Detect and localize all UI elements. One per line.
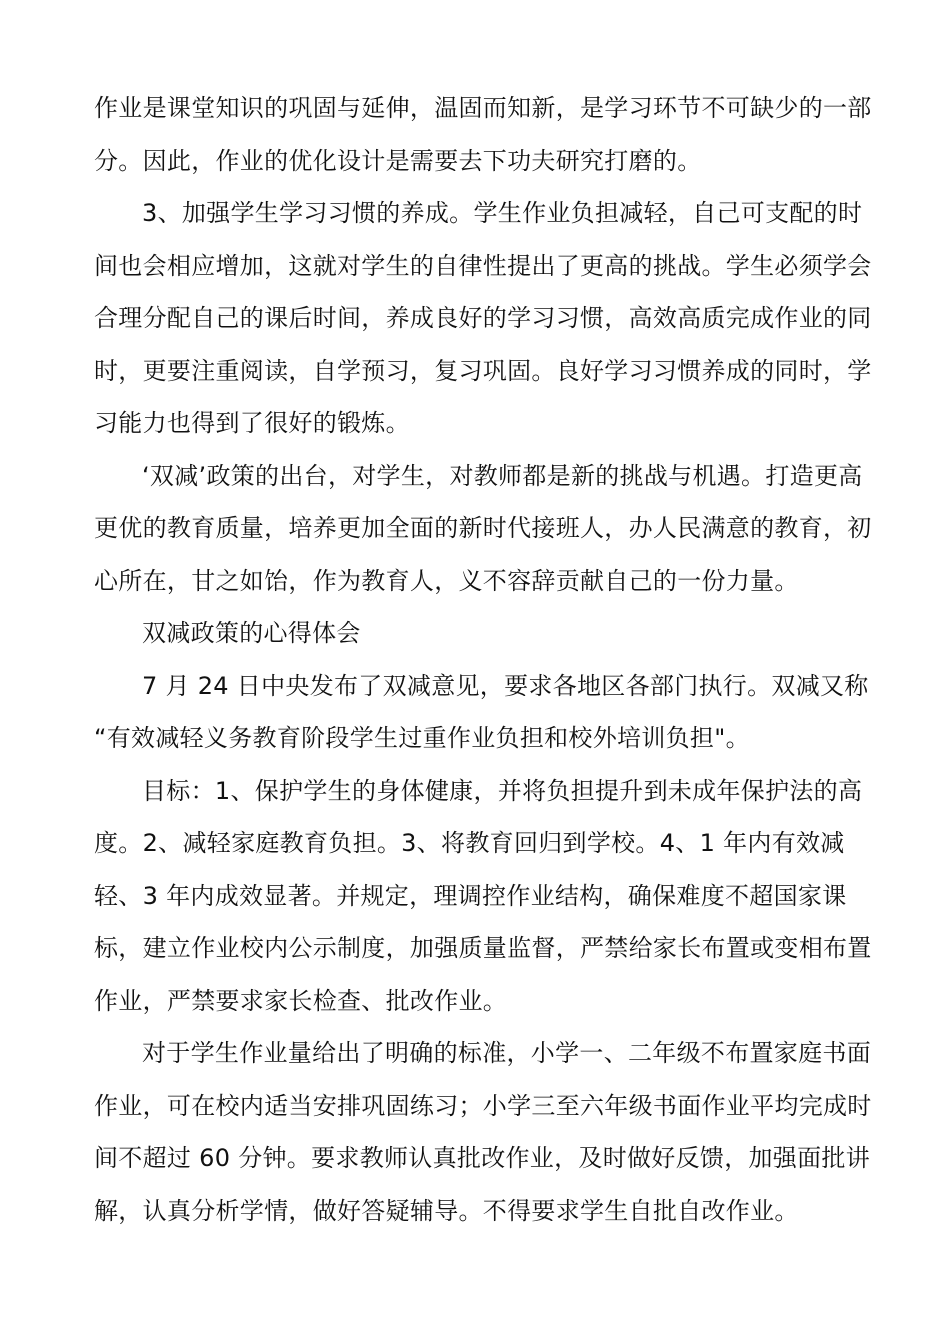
- text-line: 分。因此，作业的优化设计是需要去下功夫研究打磨的。: [94, 147, 702, 175]
- text-line: 间不超过 60 分钟。要求教师认真批改作业，及时做好反馈，加强面批讲: [94, 1144, 870, 1172]
- text-line: 解，认真分析学情，做好答疑辅导。不得要求学生自批自改作业。: [94, 1197, 799, 1225]
- text-line: 合理分配自己的课后时间，养成良好的学习习惯，高效高质完成作业的同: [94, 304, 872, 332]
- text-line: 度。2、减轻家庭教育负担。3、将教育回归到学校。4、1 年内有效减: [94, 829, 845, 857]
- text-line: 轻、3 年内成效显著。并规定，理调控作业结构，确保难度不超国家课: [94, 882, 847, 910]
- section-heading: 双减政策的心得体会: [142, 619, 361, 647]
- paragraph-start: 3、加强学生学习习惯的养成。学生作业负担减轻，自己可支配的时: [142, 199, 863, 227]
- text-line: 更优的教育质量，培养更加全面的新时代接班人，办人民满意的教育，初: [94, 514, 872, 542]
- paragraph-start: 目标：1、保护学生的身体健康，并将负担提升到未成年保护法的高: [142, 777, 863, 805]
- text-line: “有效减轻义务教育阶段学生过重作业负担和校外培训负担"。: [94, 724, 750, 752]
- text-line: 作业是课堂知识的巩固与延伸，温固而知新，是学习环节不可缺少的一部: [94, 94, 872, 122]
- text-line: 时，更要注重阅读，自学预习，复习巩固。良好学习习惯养成的同时，学: [94, 357, 872, 385]
- paragraph-start: ‘双减’政策的出台，对学生，对教师都是新的挑战与机遇。打造更高: [142, 462, 863, 490]
- text-line: 标，建立作业校内公示制度，加强质量监督，严禁给家长布置或变相布置: [94, 934, 872, 962]
- text-line: 心所在，甘之如饴，作为教育人，义不容辞贡献自己的一份力量。: [94, 567, 799, 595]
- text-line: 习能力也得到了很好的锻炼。: [94, 409, 410, 437]
- text-line: 作业，可在校内适当安排巩固练习；小学三至六年级书面作业平均完成时: [94, 1092, 872, 1120]
- paragraph-start: 对于学生作业量给出了明确的标准，小学一、二年级不布置家庭书面: [142, 1039, 871, 1067]
- text-line: 作业，严禁要求家长检查、批改作业。: [94, 987, 508, 1015]
- text-line: 间也会相应增加，这就对学生的自律性提出了更高的挑战。学生必须学会: [94, 252, 872, 280]
- paragraph-start: 7 月 24 日中央发布了双减意见，要求各地区各部门执行。双减又称: [142, 672, 869, 700]
